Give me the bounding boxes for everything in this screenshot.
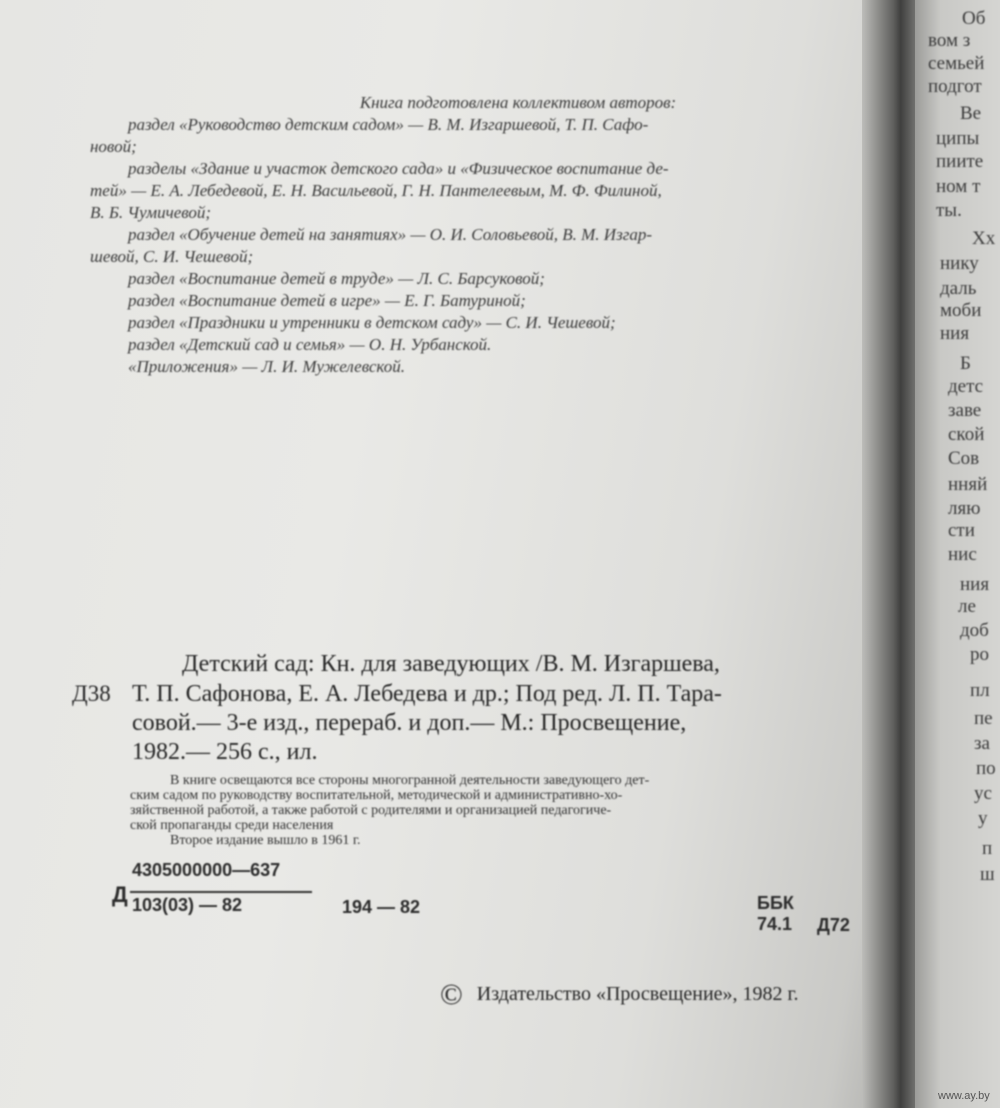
annotation-line: В книге освещаются все стороны многогранной деятельности заведующего дет- [170,773,650,788]
index-denominator: 103(03) — 82 [132,895,243,915]
right-page-fragment: сти [948,520,975,541]
authors-line: шевой, С. И. Чешевой; [90,247,254,266]
annotation-line: ским садом по руководству воспитательной, методической и административно-хо- [130,788,623,803]
bbk-subcode: Д72 [817,915,850,935]
right-page-fragment: моби [940,300,982,321]
copyright-icon: © [440,978,463,1011]
right-page-fragment: ты. [936,200,962,221]
authors-line: тей» — Е. А. Лебедевой, Е. Н. Васильевой, Г. Н. Пантелеевым, М. Ф. Филиной, [90,181,662,200]
catalog-entry [72,650,880,767]
right-page-fragment: подгот [928,76,982,97]
right-page-fragment: ш [980,864,995,885]
authors-line: «Приложения» — Л. И. Мужелевской. [128,357,405,376]
authors-line: раздел «Воспитание детей в игре» — Е. Г. Батуриной; [128,291,526,310]
catalog-code: Д38 [72,681,111,706]
right-page-fragment: пе [974,708,993,729]
right-page-fragment: Б [960,353,971,374]
index-numerator: 4305000000—637 [132,860,281,880]
right-page-fragment: пиите [936,151,984,172]
right-page-fragment: ния [960,574,990,595]
authors-line: раздел «Обучение детей на занятиях» — О. И. Соловьевой, В. М. Изгар- [128,225,652,244]
right-page-fragment: ципы [936,128,980,149]
right-page-fragment: доб [960,620,989,641]
right-page-fragment: ской [948,424,985,445]
right-page-fragment: детс [948,376,984,397]
right-page-fragment: за [974,733,990,754]
authors-line: новой; [90,137,137,156]
catalog-line: совой.— 3-е изд., перераб. и доп.— М.: Просвещение, [132,710,687,736]
authors-line: раздел «Детский сад и семья» — О. Н. Урбанской. [128,335,492,354]
right-page-fragment: вом з [928,30,971,51]
right-page-fragment: ном т [936,176,981,197]
annotation-line: Второе издание вышло в 1961 г. [170,833,361,848]
right-page-fragment: по [976,758,996,779]
authors-line: В. Б. Чумичевой; [90,203,212,222]
copyright-text: Издательство «Просвещение», 1982 г. [476,983,799,1005]
authors-heading: Книга подготовлена коллективом авторов: [359,93,677,112]
right-page-fragment: семьей [928,53,985,74]
right-page-fragment: Ве [960,103,982,124]
right-page-fragment: Сов [948,448,980,469]
right-page-fragment: нняй [948,474,988,495]
right-page-fragment: ляю [948,498,981,519]
catalog-line: Детский сад: Кн. для заведующих /В. М. Изгаршева, [182,651,720,677]
annotation-line: зяйственной работой, а также работой с родителями и организацией педагогиче- [130,803,612,818]
annotation-line: ской пропаганды среди населения [130,818,334,833]
right-page-fragment: ус [974,783,992,804]
right-page-fragment: ния [940,323,970,344]
authors-line: раздел «Воспитание детей в труде» — Л. С. Барсуковой; [128,269,545,288]
annotation-block [130,773,880,848]
watermark: www.ay.by [938,1090,990,1102]
right-page-fragment: пл [970,680,990,701]
right-page-fragment: ле [958,596,976,617]
index-middle: 194 — 82 [342,897,421,917]
right-page-fragment: Об [962,8,986,29]
right-page-fragment: Хх [972,228,996,249]
authors-line: разделы «Здание и участок детского сада» и «Физическое воспитание де- [128,159,669,178]
right-page-fragment: заве [948,400,982,421]
right-page-fragment: нис [948,544,977,565]
bbk-code: ББК 74.1 [757,893,794,934]
catalog-line: 1982.— 256 с., ил. [132,739,318,765]
copyright-line [440,978,799,1012]
fraction-line [130,891,312,893]
right-page-fragment: нику [940,253,979,274]
right-page-fragment: п [982,838,993,859]
right-page-fragment: даль [940,278,977,299]
index-letter: Д [112,882,128,907]
right-page-fragment: ро [970,644,989,665]
authors-line: раздел «Праздники и утренники в детском саду» — С. И. Чешевой; [128,313,616,332]
authors-block [90,92,868,378]
catalog-line: Т. П. Сафонова, Е. А. Лебедева и др.; Под ред. Л. П. Тара- [132,681,722,707]
authors-line: раздел «Руководство детским садом» — В. М. Изгаршевой, Т. П. Сафо- [128,115,649,134]
right-page-fragment: у [978,808,988,829]
